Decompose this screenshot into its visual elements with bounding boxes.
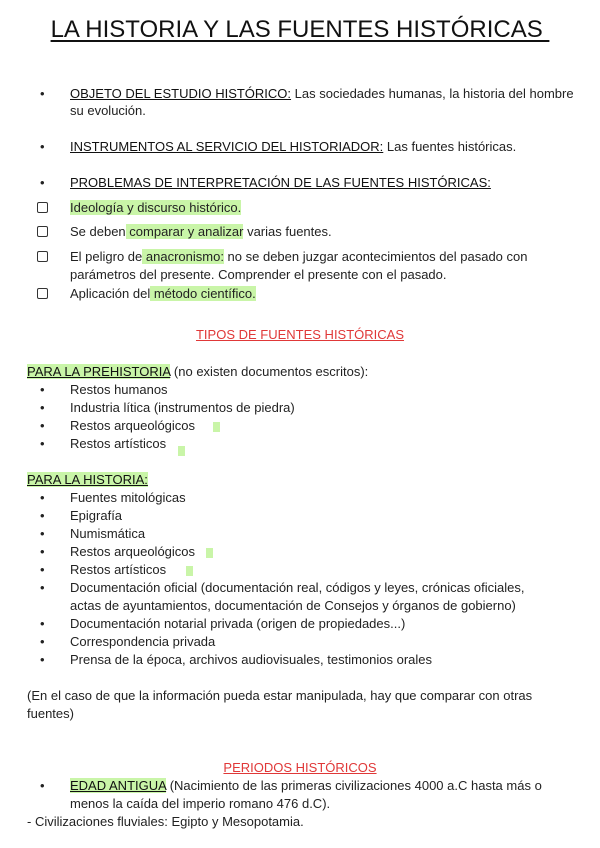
edad-antigua-label: EDAD ANTIGUA [70, 778, 167, 793]
list-item: Documentación oficial (documentación real, códigos y leyes, crónicas oficiales, [70, 580, 525, 595]
problemas-line [70, 174, 491, 192]
checklist-item-3-cont: parámetros del presente. Comprender el presente con el pasado. [70, 267, 447, 282]
highlight: anacronismo: [142, 249, 224, 264]
bullet-dot-icon: • [40, 139, 45, 154]
bullet-dot-icon: • [40, 175, 45, 190]
page-title: LA HISTORIA Y LAS FUENTES HISTÓRICAS [50, 16, 550, 43]
prehistoria-note: (no existen documentos escritos): [170, 364, 369, 379]
tipos-heading: TIPOS DE FUENTES HISTÓRICAS [195, 327, 405, 342]
bullet-dot-icon: • [40, 652, 45, 667]
objeto-text: Las sociedades humanas, la historia del hombre [291, 86, 574, 101]
instrumentos-text: Las fuentes históricas. [383, 139, 517, 154]
objeto-line-2: su evolución. [70, 103, 146, 118]
edad-antigua-line [70, 777, 542, 795]
highlight-mark [186, 566, 193, 576]
checkbox-icon [37, 251, 48, 262]
checklist-item-1 [70, 199, 241, 217]
highlight: Ideología y discurso histórico. [70, 200, 242, 215]
checkbox-icon [37, 202, 48, 213]
bullet-dot-icon: • [40, 400, 45, 415]
list-item: Restos artísticos [70, 562, 167, 577]
bullet-dot-icon: • [40, 580, 45, 595]
list-item: Restos artísticos [70, 436, 167, 451]
historia-line [27, 471, 148, 489]
list-item: Industria lítica (instrumentos de piedra) [70, 400, 295, 415]
edad-antigua-text: (Nacimiento de las primeras civilizaciones 4000 a.C hasta más o [166, 778, 542, 793]
bullet-dot-icon: • [40, 508, 45, 523]
problemas-label: PROBLEMAS DE INTERPRETACIÓN DE LAS FUENTES HISTÓRICAS: [70, 175, 491, 190]
instrumentos-line [70, 138, 516, 156]
list-item: Restos arqueológicos [70, 544, 196, 559]
text: no se deben juzgar acontecimientos del pasado con [223, 249, 528, 264]
checklist-item-4 [70, 285, 256, 303]
checkbox-icon [37, 288, 48, 299]
bullet-dot-icon: • [40, 418, 45, 433]
nota-line-2: fuentes) [27, 706, 74, 721]
bullet-dot-icon: • [40, 436, 45, 451]
nota-line-1: (En el caso de que la información pueda estar manipulada, hay que comparar con otras [27, 688, 533, 703]
edad-antigua-cont: menos la caída del imperio romano 476 d.C). [70, 796, 331, 811]
list-item: Fuentes mitológicas [70, 490, 186, 505]
checklist-item-2 [70, 223, 332, 241]
text: Aplicación del [70, 286, 151, 301]
civilizaciones-line: - Civilizaciones fluviales: Egipto y Mesopotamia. [27, 814, 304, 829]
text: El peligro de [70, 249, 143, 264]
list-item-cont: actas de ayuntamientos, documentación de Consejos y órganos de gobierno) [70, 598, 516, 613]
list-item: Restos arqueológicos [70, 418, 196, 433]
list-item: Restos humanos [70, 382, 168, 397]
periodos-heading: PERIODOS HISTÓRICOS [223, 760, 377, 775]
historia-label: PARA LA HISTORIA: [27, 472, 148, 487]
list-item: Correspondencia privada [70, 634, 216, 649]
bullet-dot-icon: • [40, 634, 45, 649]
bullet-dot-icon: • [40, 778, 45, 793]
instrumentos-label: INSTRUMENTOS AL SERVICIO DEL HISTORIADOR: [70, 139, 384, 154]
bullet-dot-icon: • [40, 382, 45, 397]
list-item: Documentación notarial privada (origen de propiedades...) [70, 616, 406, 631]
highlight-mark [213, 422, 220, 432]
highlight: comparar y analizar [125, 224, 244, 239]
text: Se deben [70, 224, 126, 239]
bullet-dot-icon: • [40, 490, 45, 505]
highlight-mark [178, 446, 185, 456]
text: varias fuentes. [243, 224, 332, 239]
bullet-dot-icon: • [40, 526, 45, 541]
list-item: Prensa de la época, archivos audiovisuales, testimonios orales [70, 652, 433, 667]
list-item: Numismática [70, 526, 146, 541]
highlight-mark [206, 548, 213, 558]
bullet-dot-icon: • [40, 544, 45, 559]
prehistoria-line [27, 363, 368, 381]
bullet-dot-icon: • [40, 86, 45, 101]
highlight: método científico. [150, 286, 256, 301]
checkbox-icon [37, 226, 48, 237]
bullet-dot-icon: • [40, 562, 45, 577]
objeto-label: OBJETO DEL ESTUDIO HISTÓRICO: [70, 86, 292, 101]
list-item: Epigrafía [70, 508, 123, 523]
checklist-item-3 [70, 248, 527, 266]
bullet-dot-icon: • [40, 616, 45, 631]
objeto-line-1 [70, 85, 580, 103]
prehistoria-label: PARA LA PREHISTORIA [27, 364, 171, 379]
